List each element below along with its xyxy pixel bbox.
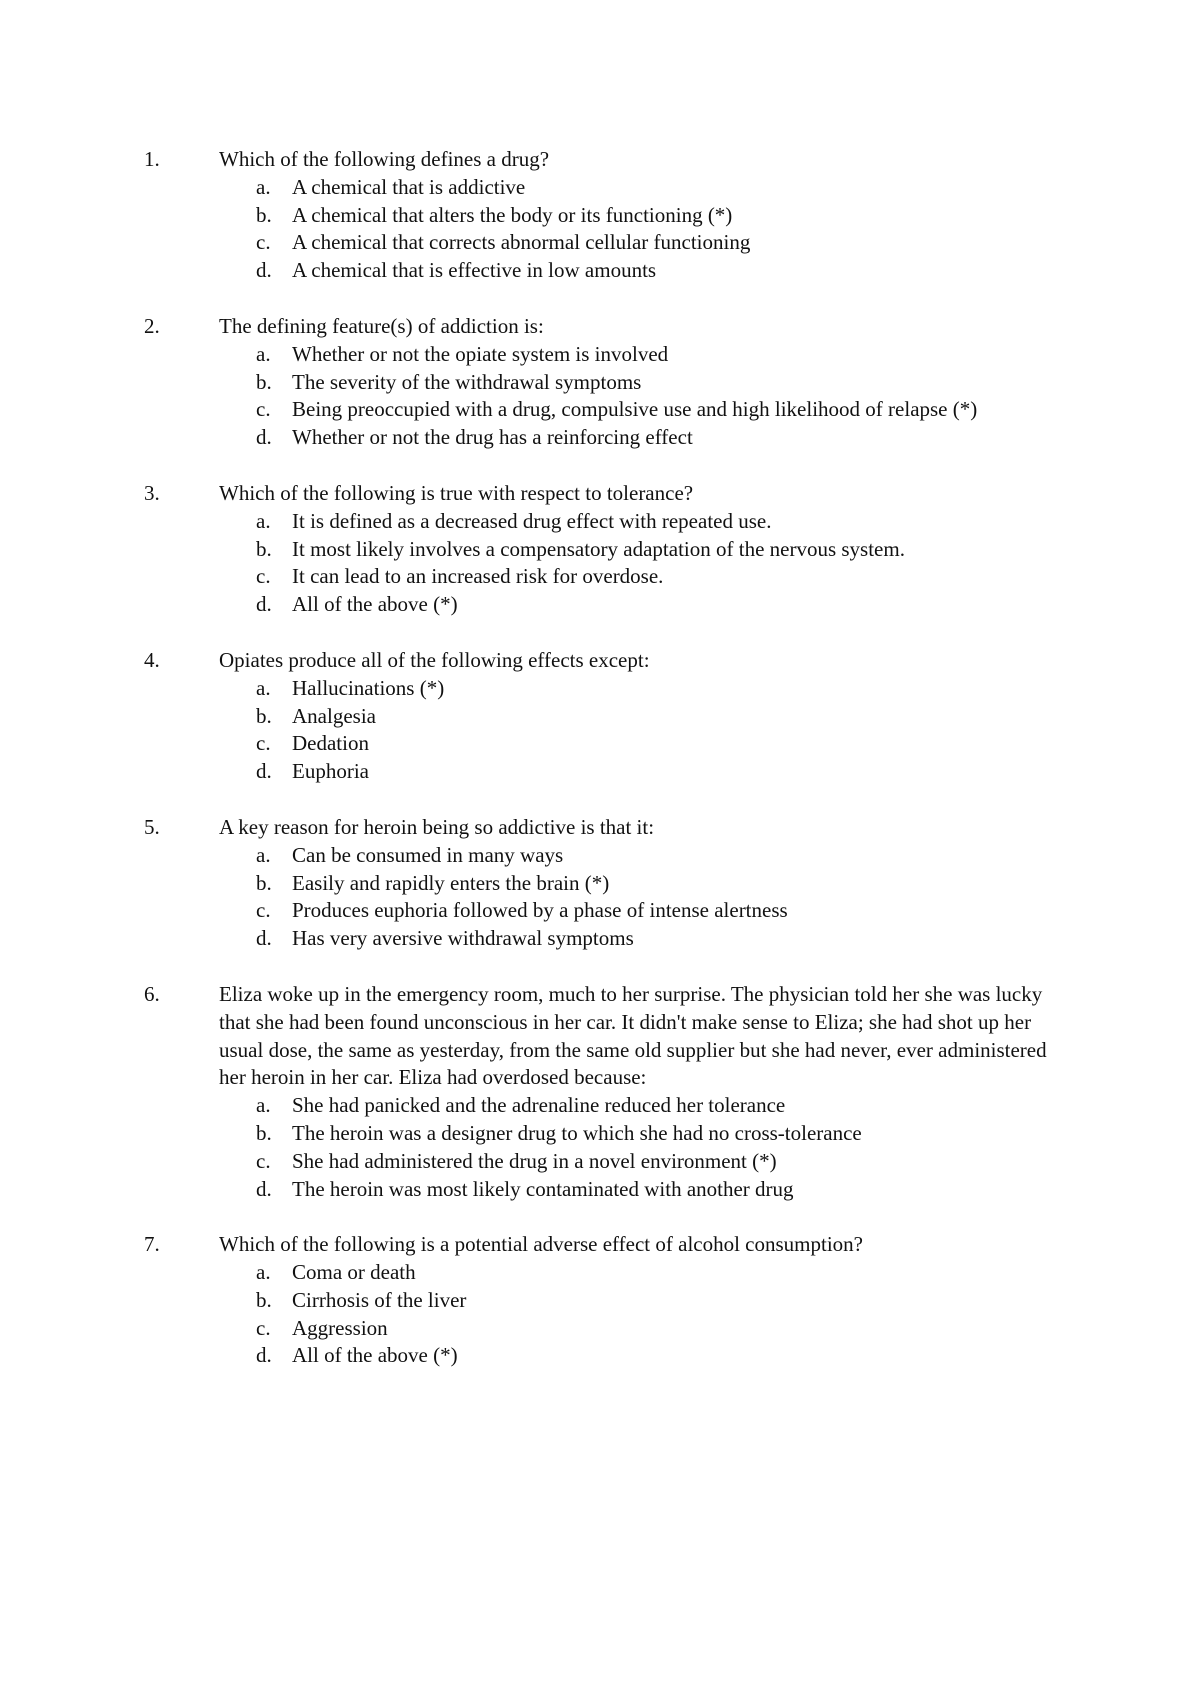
answer-option: [0, 1092, 1200, 1120]
option-text: Easily and rapidly enters the brain (*): [292, 870, 610, 895]
answer-option: [0, 536, 1200, 564]
answer-option: [0, 202, 1200, 230]
question-text: Which of the following is true with respect to tolerance?: [219, 480, 694, 505]
option-text: The heroin was most likely contaminated with another drug: [292, 1176, 794, 1201]
option-letter: d.: [256, 592, 272, 617]
answer-option: [0, 396, 1200, 424]
answer-option: [0, 591, 1200, 619]
question-item: [0, 146, 1200, 285]
option-letter: c.: [256, 397, 271, 422]
answer-option: [0, 730, 1200, 758]
option-letter: d.: [256, 1176, 272, 1201]
option-letter: b.: [256, 536, 272, 561]
question-item: [0, 480, 1200, 619]
option-letter: d.: [256, 926, 272, 951]
option-letter: b.: [256, 202, 272, 227]
option-text: It most likely involves a compensatory adaptation of the nervous system.: [292, 536, 905, 561]
option-letter: c.: [256, 898, 271, 923]
answer-option: [0, 897, 1200, 925]
answer-option: [0, 1342, 1200, 1370]
question-list: [0, 146, 1200, 1398]
option-text: She had administered the drug in a novel environment (*): [292, 1148, 777, 1173]
answer-option: [0, 758, 1200, 786]
option-text: Euphoria: [292, 759, 369, 784]
answer-option: [0, 174, 1200, 202]
option-text: Can be consumed in many ways: [292, 842, 564, 867]
option-text: She had panicked and the adrenaline reduced her tolerance: [292, 1093, 786, 1118]
option-text: Analgesia: [292, 703, 376, 728]
answer-option: [0, 369, 1200, 397]
option-text: All of the above (*): [292, 1343, 458, 1368]
option-letter: b.: [256, 369, 272, 394]
option-letter: a.: [256, 174, 271, 199]
option-text: A chemical that is addictive: [292, 174, 526, 199]
question-text: Opiates produce all of the following effects except:: [219, 647, 650, 672]
question-item: [0, 647, 1200, 786]
answer-option: [0, 1315, 1200, 1343]
answer-option: [0, 1120, 1200, 1148]
question-item: [0, 814, 1200, 953]
question-number: 3.: [144, 480, 160, 505]
question-number: 1.: [144, 147, 160, 171]
answer-option: [0, 508, 1200, 536]
option-letter: a.: [256, 1260, 271, 1285]
option-letter: c.: [256, 230, 271, 255]
option-text: Coma or death: [292, 1260, 416, 1285]
question-item: [0, 1231, 1200, 1370]
answer-option: [0, 257, 1200, 285]
answer-options: [0, 842, 1200, 953]
answer-option: [0, 1148, 1200, 1176]
option-text: The severity of the withdrawal symptoms: [292, 369, 642, 394]
option-text: Hallucinations (*): [292, 675, 445, 700]
question-text: The defining feature(s) of addiction is:: [219, 313, 544, 338]
answer-option: [0, 675, 1200, 703]
option-letter: c.: [256, 564, 271, 589]
question-number: 2.: [144, 313, 160, 338]
answer-option: [0, 1287, 1200, 1315]
question-text: Eliza woke up in the emergency room, much to her surprise. The physician told her she was lucky that she had been found unconscious in her car. It didn't make sense to Eliza; she had shot up her usual dose, the same as yesterday, from the same old supplier but she had never, ever administered her heroin in her car. Eliza had overdosed because:: [219, 981, 1047, 1090]
answer-option: [0, 925, 1200, 953]
option-letter: d.: [256, 1343, 272, 1368]
option-text: A chemical that corrects abnormal cellular functioning: [292, 230, 751, 255]
option-text: Dedation: [292, 731, 369, 756]
option-letter: b.: [256, 1287, 272, 1312]
option-text: Whether or not the drug has a reinforcing effect: [292, 425, 693, 450]
option-text: All of the above (*): [292, 592, 458, 617]
option-letter: c.: [256, 731, 271, 756]
question-number: 5.: [144, 814, 160, 839]
answer-option: [0, 341, 1200, 369]
option-letter: a.: [256, 842, 271, 867]
answer-option: [0, 563, 1200, 591]
question-item: [0, 981, 1200, 1203]
option-letter: d.: [256, 258, 272, 283]
option-text: Aggression: [292, 1315, 388, 1340]
option-letter: b.: [256, 870, 272, 895]
option-text: Produces euphoria followed by a phase of intense alertness: [292, 898, 788, 923]
option-text: Being preoccupied with a drug, compulsive use and high likelihood of relapse (*): [292, 397, 978, 422]
option-letter: c.: [256, 1148, 271, 1173]
question-item: [0, 313, 1200, 452]
option-letter: a.: [256, 508, 271, 533]
answer-options: [0, 341, 1200, 452]
question-number: 6.: [144, 981, 160, 1006]
option-text: A chemical that is effective in low amounts: [292, 258, 657, 283]
question-number: 4.: [144, 647, 160, 672]
answer-option: [0, 229, 1200, 257]
answer-option: [0, 1176, 1200, 1204]
answer-options: [0, 1259, 1200, 1370]
answer-option: [0, 870, 1200, 898]
answer-option: [0, 1259, 1200, 1287]
question-text: Which of the following is a potential adverse effect of alcohol consumption?: [219, 1232, 863, 1257]
option-text: The heroin was a designer drug to which she had no cross-tolerance: [292, 1120, 862, 1145]
option-letter: a.: [256, 341, 271, 366]
answer-option: [0, 842, 1200, 870]
option-letter: c.: [256, 1315, 271, 1340]
option-text: A chemical that alters the body or its functioning (*): [292, 202, 733, 227]
answer-option: [0, 703, 1200, 731]
answer-options: [0, 174, 1200, 285]
option-text: It is defined as a decreased drug effect with repeated use.: [292, 508, 772, 533]
answer-options: [0, 1092, 1200, 1203]
option-letter: d.: [256, 759, 272, 784]
option-letter: b.: [256, 703, 272, 728]
option-letter: b.: [256, 1120, 272, 1145]
option-letter: d.: [256, 425, 272, 450]
answer-options: [0, 508, 1200, 619]
question-text: Which of the following defines a drug?: [219, 147, 550, 171]
option-text: Cirrhosis of the liver: [292, 1287, 467, 1312]
option-letter: a.: [256, 675, 271, 700]
question-number: 7.: [144, 1232, 160, 1257]
option-letter: a.: [256, 1093, 271, 1118]
answer-options: [0, 675, 1200, 786]
option-text: Has very aversive withdrawal symptoms: [292, 926, 634, 951]
option-text: Whether or not the opiate system is involved: [292, 341, 669, 366]
answer-option: [0, 424, 1200, 452]
option-text: It can lead to an increased risk for overdose.: [292, 564, 664, 589]
question-text: A key reason for heroin being so addictive is that it:: [219, 814, 655, 839]
